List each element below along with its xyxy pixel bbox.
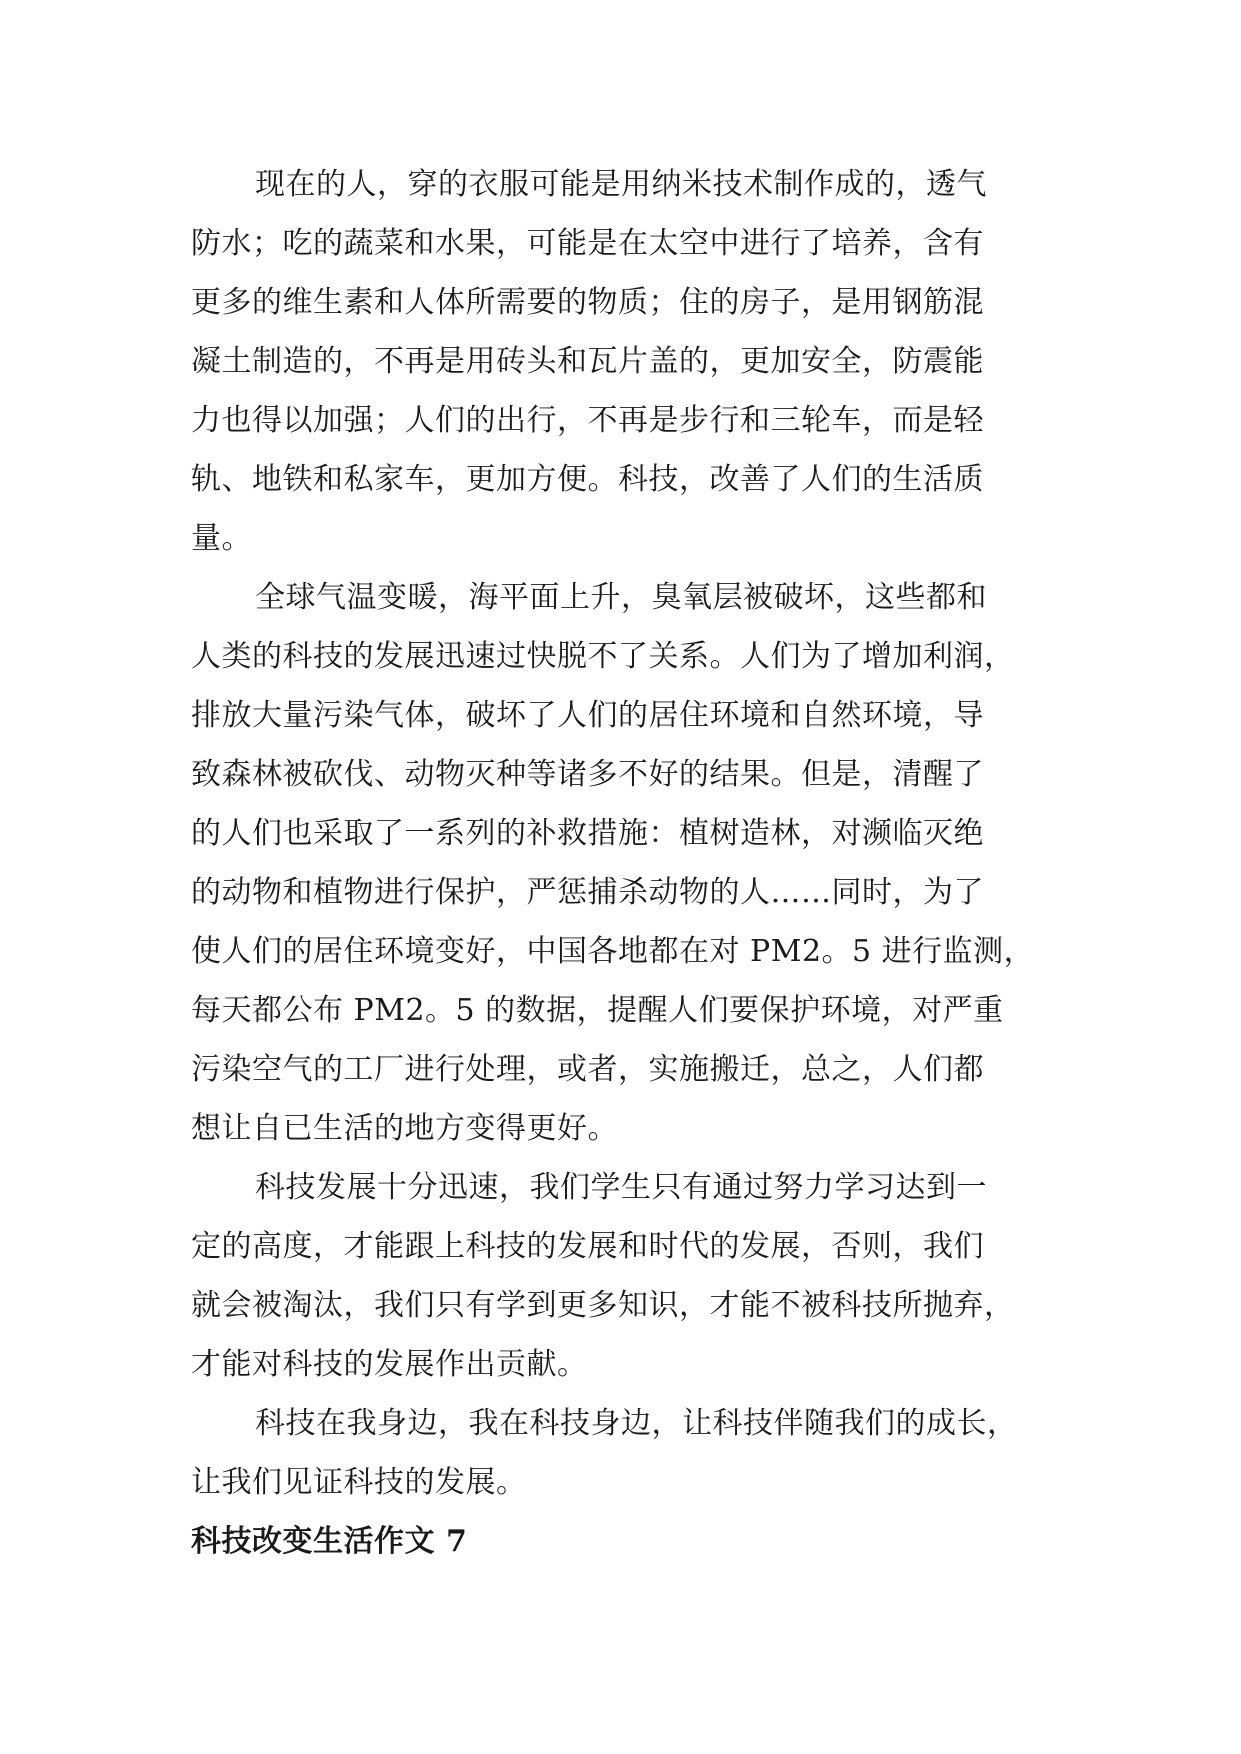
text-line: 才能对科技的发展作出贡献。 <box>191 1347 588 1382</box>
text-line: 现在的人，穿的衣服可能是用纳米技术制作成的，透气 <box>255 167 987 202</box>
text-line: 科技发展十分迅速，我们学生只有通过努力学习达到一 <box>255 1170 987 1205</box>
text-line: 更多的维生素和人体所需要的物质；住的房子，是用钢筋混 <box>191 285 984 320</box>
text-line: 每天都公布 PM2。5 的数据，提醒人们要保护环境，对严重 <box>191 993 1004 1028</box>
text-line: 全球气温变暖，海平面上升，臭氧层被破坏，这些都和 <box>255 580 987 615</box>
text-line: 科技在我身边，我在科技身边，让科技伴随我们的成长， <box>255 1406 1018 1441</box>
text-line: 的动物和植物进行保护，严惩捕杀动物的人……同时，为了 <box>191 875 984 910</box>
text-line: 排放大量污染气体，破坏了人们的居住环境和自然环境，导 <box>191 698 984 733</box>
text-line: 量。 <box>191 521 252 556</box>
text-line: 使人们的居住环境变好，中国各地都在对 PM2。5 进行监测， <box>191 934 1035 969</box>
section-heading: 科技改变生活作文 7 <box>191 1524 468 1559</box>
paragraph-1 <box>191 155 1051 568</box>
text-line: 人类的科技的发展迅速过快脱不了关系。人们为了增加利润， <box>191 639 1015 674</box>
paragraph-3 <box>191 1158 1051 1394</box>
text-line: 污染空气的工厂进行处理，或者，实施搬迁，总之，人们都 <box>191 1052 984 1087</box>
text-line: 防水；吃的蔬菜和水果，可能是在太空中进行了培养，含有 <box>191 226 984 261</box>
paragraph-4 <box>191 1394 1051 1512</box>
text-line: 力也得以加强；人们的出行，不再是步行和三轮车，而是轻 <box>191 403 984 438</box>
text-line: 就会被淘汰，我们只有学到更多知识，才能不被科技所抛弃， <box>191 1288 1015 1323</box>
text-line: 让我们见证科技的发展。 <box>191 1465 527 1500</box>
text-line: 定的高度，才能跟上科技的发展和时代的发展，否则，我们 <box>191 1229 984 1264</box>
text-line: 想让自已生活的地方变得更好。 <box>191 1111 618 1146</box>
text-line: 致森林被砍伐、动物灭种等诸多不好的结果。但是，清醒了 <box>191 757 984 792</box>
text-line: 凝土制造的，不再是用砖头和瓦片盖的，更加安全，防震能 <box>191 344 984 379</box>
document-body <box>191 155 1051 1571</box>
text-line: 轨、地铁和私家车，更加方便。科技，改善了人们的生活质 <box>191 462 984 497</box>
text-line: 的人们也采取了一系列的补救措施：植树造林，对濒临灭绝 <box>191 816 984 851</box>
paragraph-2 <box>191 568 1051 1158</box>
